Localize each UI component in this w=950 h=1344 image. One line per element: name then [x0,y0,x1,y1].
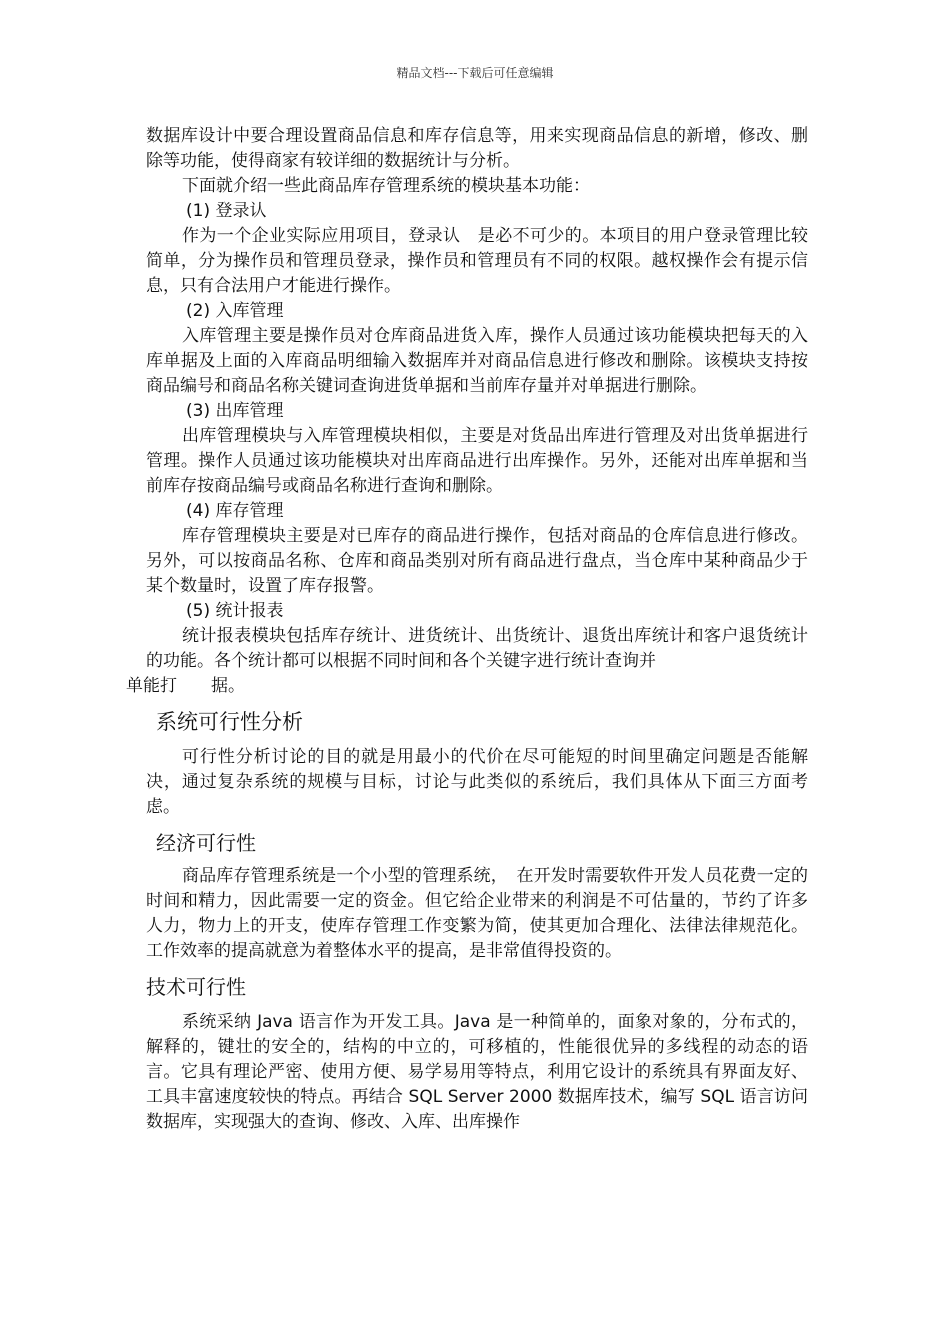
paragraph-technical: 系统采纳 Java 语言作为开发工具。Java 是一种简单的，面象对象的，分布式的，解释的，键壮的安全的，结构的中立的，可移植的，性能很优异的多线程的动态的语言。它具有理论严密、使用方便、易学易用等特点，利用它设计的系统具有界面友好、工具丰富速度较快的特点。再结合 SQL Server 2000 数据库技术，编写 SQL 语言访问数据库，实现强大的查询、修改、入库、出库操作 [146,1012,808,1132]
paragraph-db-design: 数据库设计中要合理设置商品信息和库存信息等，用来实现商品信息的新增，修改、删除等功能，使得商家有较详细的数据统计与分析。 [146,126,808,171]
paragraph-login: 作为一个企业实际应用项目，登录认 是必不可少的。本项目的用户登录管理比较简单，分为操作员和管理员登录，操作员和管理员有不同的权限。越权操作会有提示信息，只有合法用户才能进行操作。 [146,226,808,296]
paragraph-inbound: 入库管理主要是操作员对仓库商品进货入库，操作人员通过该功能模块把每天的入库单据及上面的入库商品明细输入数据库并对商品信息进行修改和删除。该模块支持按商品编号和商品名称关键词查询进货单据和当前库存量并对单据进行删除。 [146,326,808,396]
heading-technical: 技术可行性 [146,975,246,999]
item-inventory: (4) 库存管理 [186,501,284,521]
paragraph-economic: 商品库存管理系统是一个小型的管理系统， 在开发时需要软件开发人员花费一定的时间和精力，因此需要一定的资金。但它给企业带来的利润是不可估量的，节约了许多人力，物力上的开支，使库存管理工作变繁为简，使其更加合理化、法律法律规范化。工作效率的提高就意为着整体水平的提高，是非常值得投资的。 [146,866,808,961]
item-outbound: (3) 出库管理 [186,401,284,421]
heading-feasibility: 系统可行性分析 [156,710,303,734]
paragraph-module-intro: 下面就介绍一些此商品库存管理系统的模块基本功能： [182,176,590,196]
item-reports: (5) 统计报表 [186,601,284,621]
heading-economic: 经济可行性 [156,831,256,855]
item-login: (1) 登录认 [186,201,267,221]
paragraph-reports: 统计报表模块包括库存统计、进货统计、出货统计、退货出库统计和客户退货统计的功能。各个统计都可以根据不同时间和各个关键字进行统计查询并 [146,626,808,671]
document-body [126,124,808,1135]
paragraph-feasibility: 可行性分析讨论的目的就是用最小的代价在尽可能短的时间里确定问题是否能解决，通过复杂系统的规模与目标，讨论与此类似的系统后，我们具体从下面三方面考虑。 [146,747,808,817]
paragraph-reports-tail: 单能打 据。 [126,676,245,696]
item-inbound: (2) 入库管理 [186,301,284,321]
paragraph-outbound: 出库管理模块与入库管理模块相似，主要是对货品出库进行管理及对出货单据进行管理。操作人员通过该功能模块对出库商品进行出库操作。另外，还能对出库单据和当前库存按商品编号或商品名称进行查询和删除。 [146,426,808,496]
paragraph-inventory: 库存管理模块主要是对已库存的商品进行操作，包括对商品的仓库信息进行修改。另外，可以按商品名称、仓库和商品类别对所有商品进行盘点，当仓库中某种商品少于某个数量时，设置了库存报警。 [146,526,808,596]
page-header: 精品文档---下载后可任意编辑 [396,66,554,80]
